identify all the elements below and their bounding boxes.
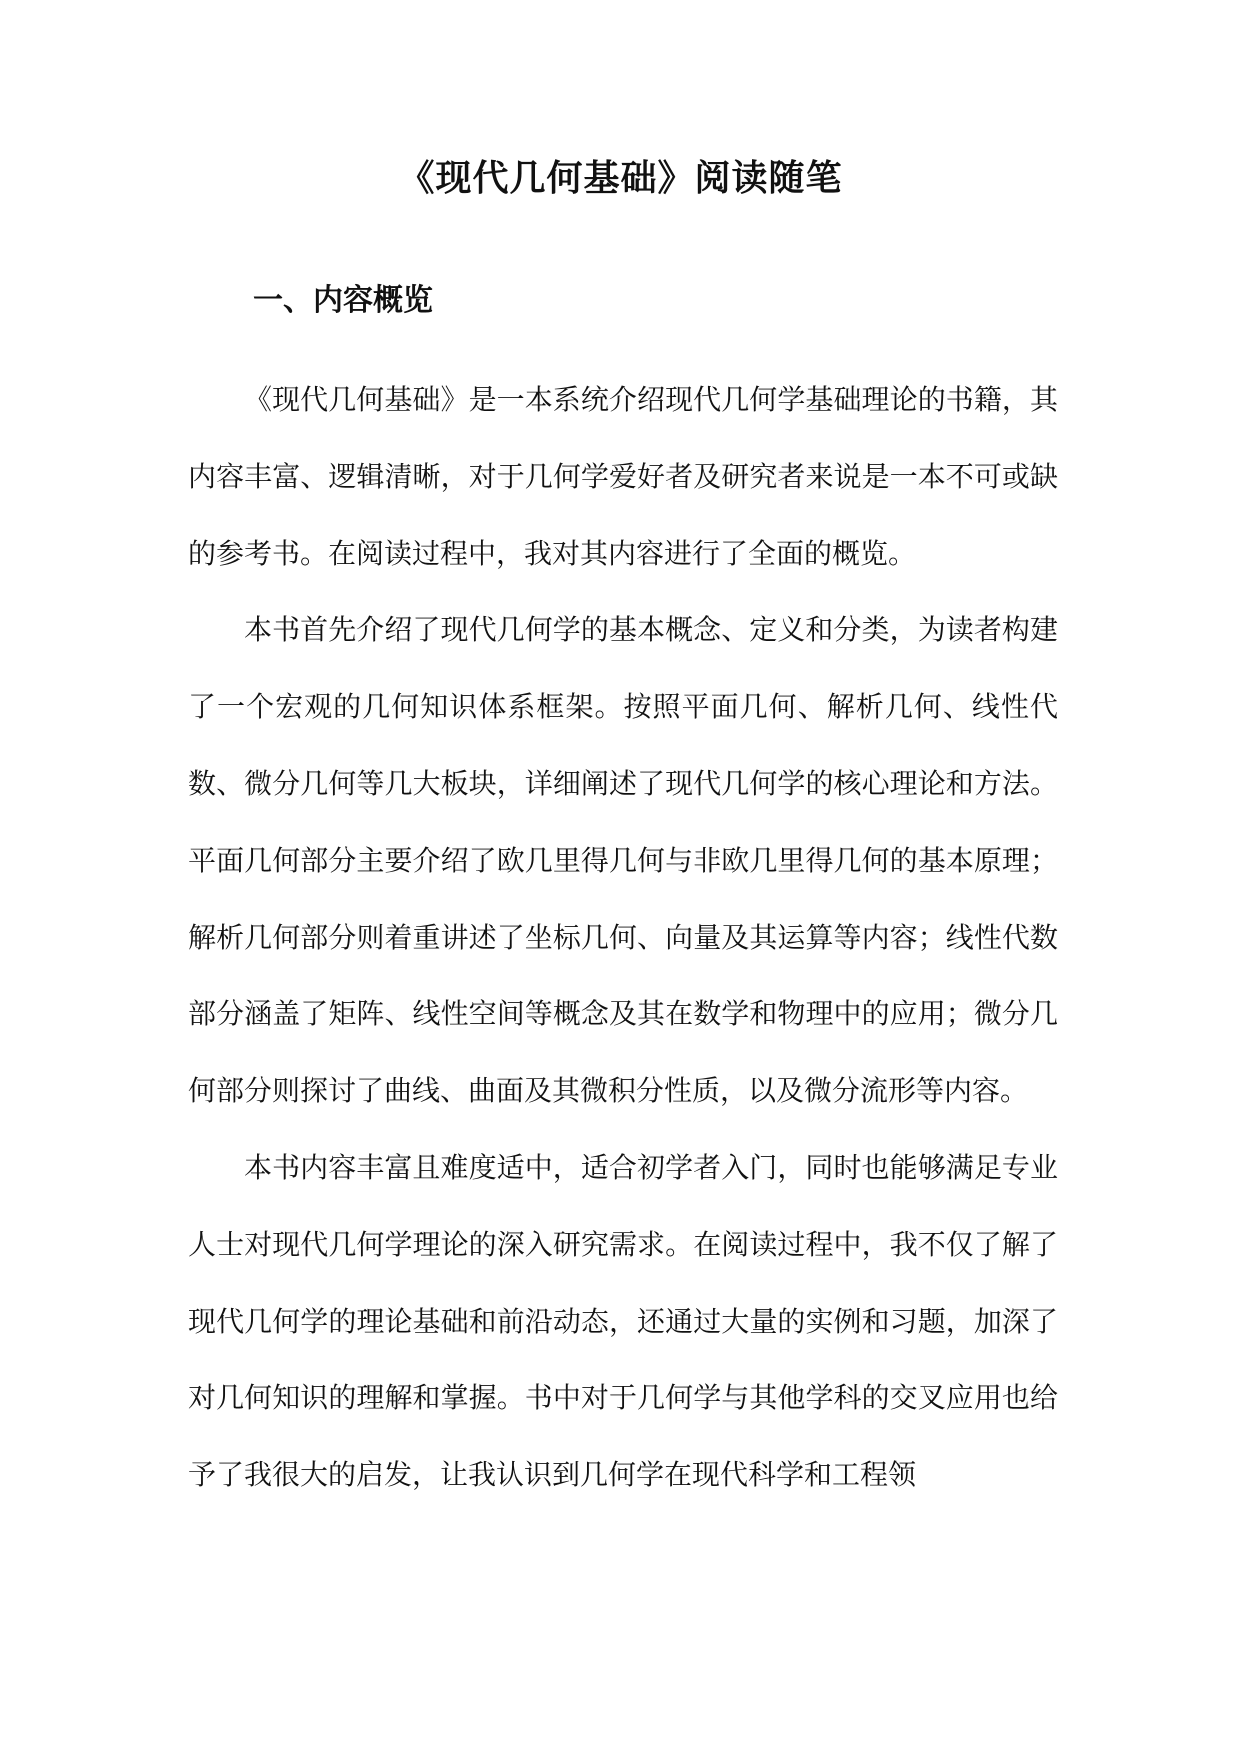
- paragraph: 本书首先介绍了现代几何学的基本概念、定义和分类，为读者构建了一个宏观的几何知识体系框架。按照平面几何、解析几何、线性代数、微分几何等几大板块，详细阐述了现代几何学的核心理论和方法。平面几何部分主要介绍了欧几里得几何与非欧几里得几何的基本原理；解析几何部分则着重讲述了坐标几何、向量及其运算等内容；线性代数部分涵盖了矩阵、线性空间等概念及其在数学和物理中的应用；微分几何部分则探讨了曲线、曲面及其微积分性质，以及微分流形等内容。: [188, 613, 1058, 1108]
- page-title: 《现代几何基础》阅读随笔: [398, 157, 843, 199]
- paragraph: 本书内容丰富且难度适中，适合初学者入门，同时也能够满足专业人士对现代几何学理论的深入研究需求。在阅读过程中，我不仅了解了现代几何学的理论基础和前沿动态，还通过大量的实例和习题，加深了对几何知识的理解和掌握。书中对于几何学与其他学科的交叉应用也给予了我很大的启发，让我认识到几何学在现代科学和工程领: [188, 1150, 1058, 1492]
- document-body: [188, 362, 1058, 1514]
- paragraph: 《现代几何基础》是一本系统介绍现代几何学基础理论的书籍，其内容丰富、逻辑清晰，对于几何学爱好者及研究者来说是一本不可或缺的参考书。在阅读过程中，我对其内容进行了全面的概览。: [188, 383, 1058, 570]
- section-heading: 一、内容概览: [253, 283, 433, 318]
